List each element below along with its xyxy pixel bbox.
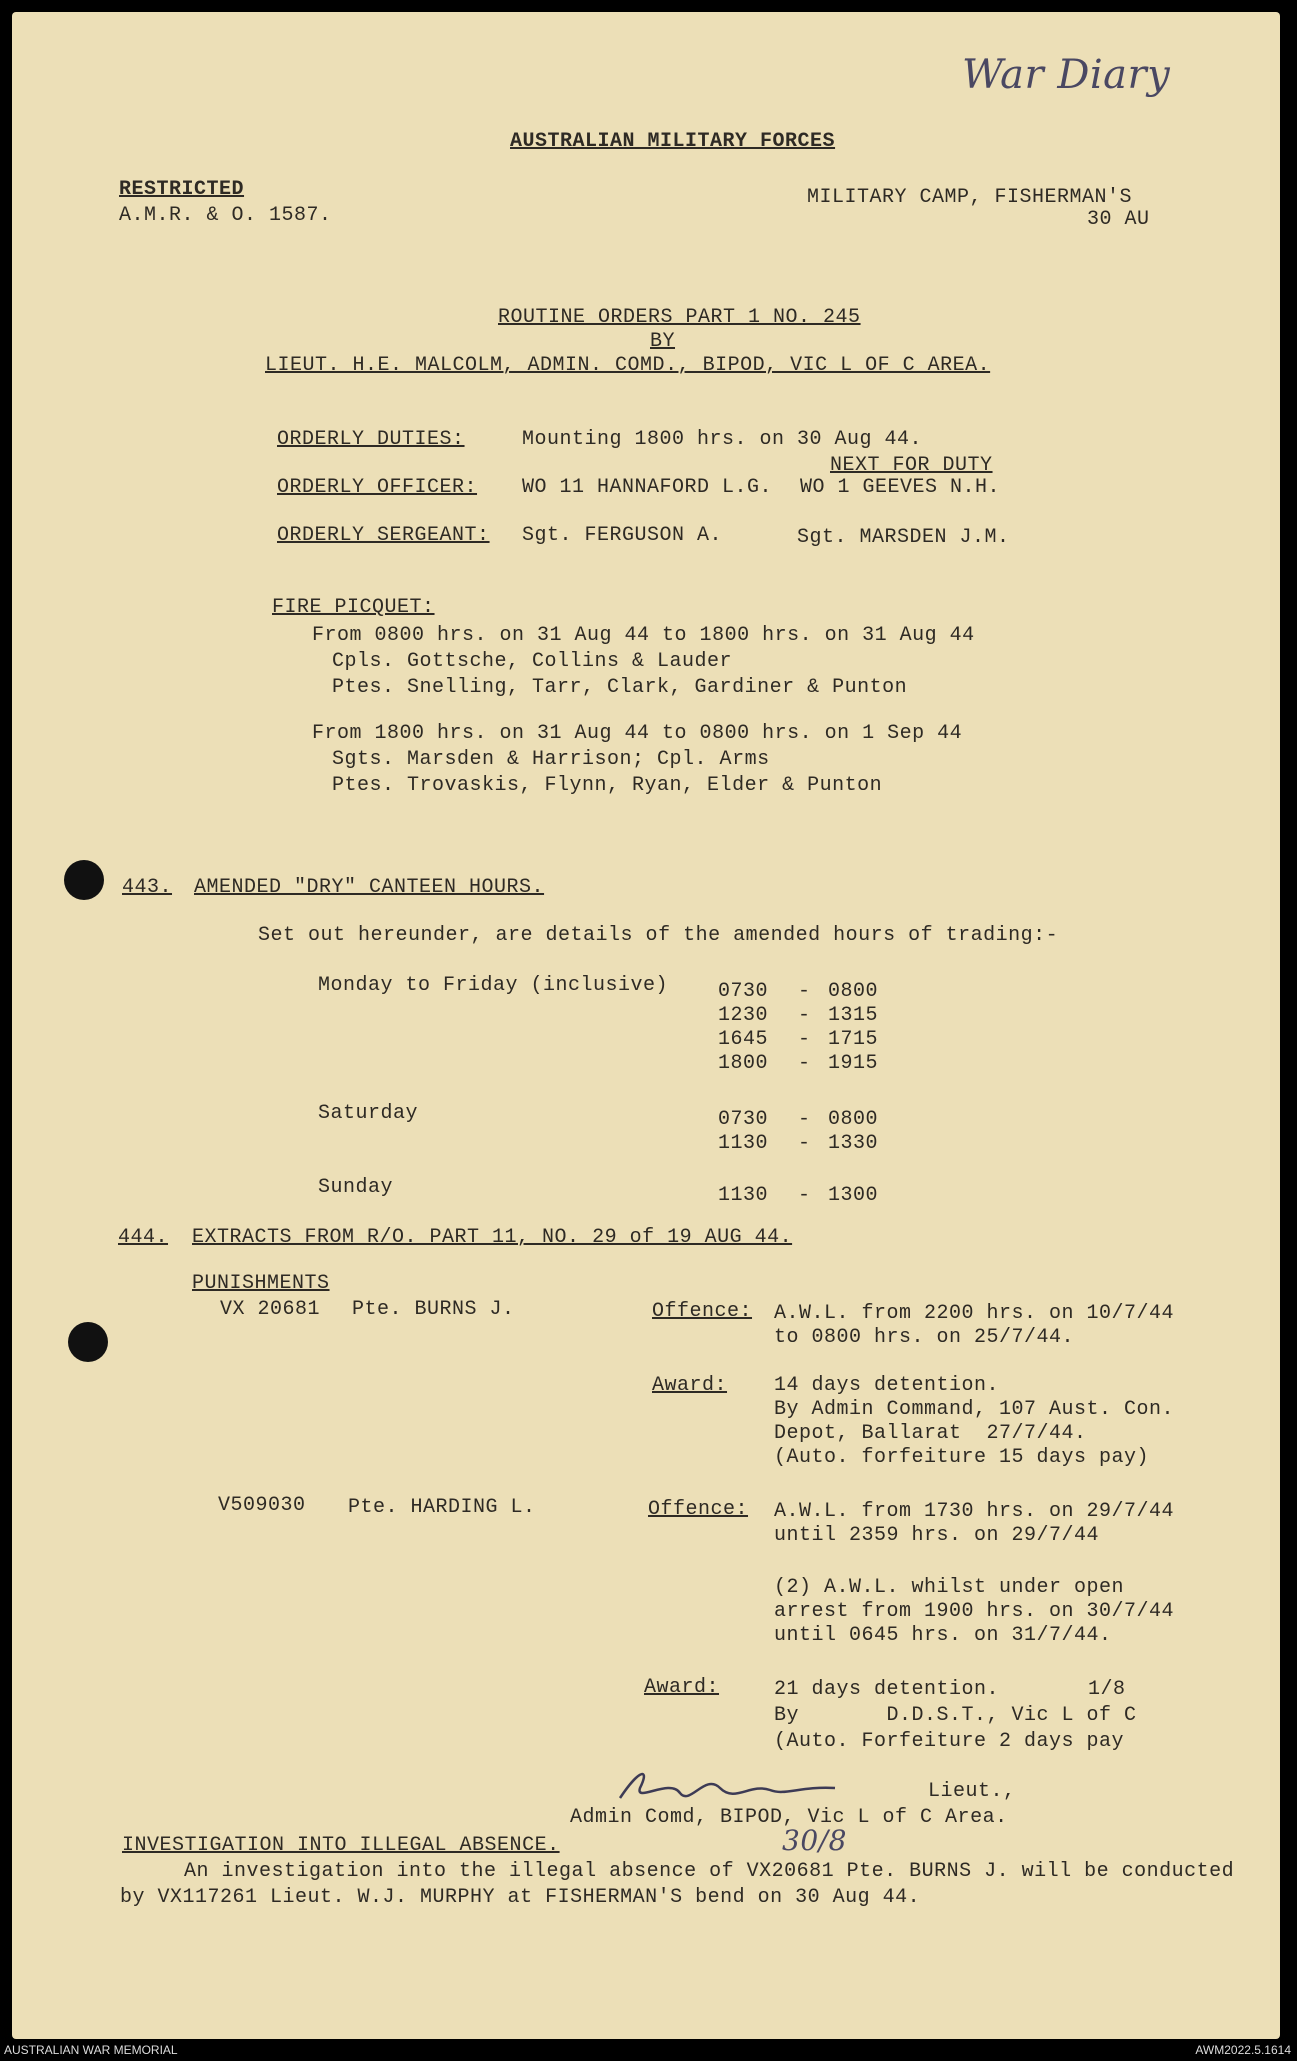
section-443-number: 443. [122,876,173,899]
case1-name: Pte. BURNS J. [352,1298,515,1321]
hours-open: 0730 [718,1108,769,1131]
hours-open: 1645 [718,1028,769,1051]
hours-dash: - [798,1132,811,1155]
signature-line: Admin Comd, BIPOD, Vic L of C Area. [570,1806,1008,1829]
hours-day-sunday: Sunday [318,1176,394,1199]
case2-award-label: Award: [644,1676,720,1699]
hours-open: 1130 [718,1132,769,1155]
case2-offence-line1: A.W.L. from 1730 hrs. on 29/7/44 [774,1500,1175,1523]
hours-open: 0730 [718,980,769,1003]
camp-location: MILITARY CAMP, FISHERMAN'S [807,186,1133,209]
investigation-title: INVESTIGATION INTO ILLEGAL ABSENCE. [122,1834,560,1857]
case2-award-line1: 21 days detention. [774,1678,1000,1701]
case2-offence-line2: until 2359 hrs. on 29/7/44 [774,1524,1100,1547]
section-443-title: AMENDED "DRY" CANTEEN HOURS. [194,876,545,899]
case2-offence-line3: (2) A.W.L. whilst under open [774,1576,1125,1599]
section-444-title: EXTRACTS FROM R/O. PART 11, NO. 29 of 19 AUG 44. [192,1226,793,1249]
case1-award-label: Award: [652,1374,728,1397]
orderly-sergeant-next: Sgt. MARSDEN J.M. [797,526,1010,549]
orders-by: BY [650,330,676,353]
hours-close: 1715 [828,1028,879,1051]
punch-hole-top [64,860,104,900]
case1-award-line3: Depot, Ballarat 27/7/44. [774,1422,1087,1445]
hours-dash: - [798,1004,811,1027]
case2-offence-label: Offence: [648,1498,749,1521]
hours-dash: - [798,1028,811,1051]
fire-picquet-ptes-2: Ptes. Trovaskis, Flynn, Ryan, Elder & Punton [332,774,883,797]
orderly-officer-value: WO 11 HANNAFORD L.G. [522,476,773,499]
hours-day-weekdays: Monday to Friday (inclusive) [318,974,669,997]
hours-close: 0800 [828,980,879,1003]
orders-issuer: LIEUT. H.E. MALCOLM, ADMIN. COMD., BIPOD, VIC L OF C AREA. [265,354,991,377]
hours-open: 1130 [718,1184,769,1207]
header-date: 30 AU [1087,208,1150,231]
case1-offence-line2: to 0800 hrs. on 25/7/44. [774,1326,1075,1349]
orderly-sergeant-value: Sgt. FERGUSON A. [522,524,723,547]
fire-picquet-period-1: From 0800 hrs. on 31 Aug 44 to 1800 hrs. on 31 Aug 44 [312,624,975,647]
signature-rank: Lieut., [928,1780,1016,1803]
orderly-officer-label: ORDERLY OFFICER: [277,476,478,499]
hours-open: 1800 [718,1052,769,1075]
punishments-label: PUNISHMENTS [192,1272,330,1295]
hours-dash: - [798,980,811,1003]
fire-picquet-ptes-1: Ptes. Snelling, Tarr, Clark, Gardiner & Punton [332,676,908,699]
hours-close: 1315 [828,1004,879,1027]
handwritten-note: War Diary [962,52,1171,98]
hours-open: 1230 [718,1004,769,1027]
hours-close: 0800 [828,1108,879,1131]
case2-offence-line5: until 0645 hrs. on 31/7/44. [774,1624,1112,1647]
hours-dash: - [798,1184,811,1207]
case1-offence-line1: A.W.L. from 2200 hrs. on 10/7/44 [774,1302,1175,1325]
hours-dash: - [798,1052,811,1075]
case2-offence-line4: arrest from 1900 hrs. on 30/7/44 [774,1600,1175,1623]
next-for-duty-header: NEXT FOR DUTY [830,454,993,477]
orders-title: ROUTINE ORDERS PART 1 NO. 245 [498,306,861,329]
document-page [12,12,1280,2039]
hours-close: 1300 [828,1184,879,1207]
case1-award-line2: By Admin Command, 107 Aust. Con. [774,1398,1175,1421]
fire-picquet-cpls-1: Cpls. Gottsche, Collins & Lauder [332,650,733,673]
case2-award-line3: (Auto. Forfeiture 2 days pay [774,1730,1125,1753]
hours-close: 1915 [828,1052,879,1075]
fire-picquet-period-2: From 1800 hrs. on 31 Aug 44 to 0800 hrs. on 1 Sep 44 [312,722,963,745]
orderly-sergeant-label: ORDERLY SERGEANT: [277,524,490,547]
footer-archive-name: AUSTRALIAN WAR MEMORIAL [4,2043,178,2057]
footer-accession-number: AWM2022.5.1614 [1195,2043,1291,2057]
document-title: AUSTRALIAN MILITARY FORCES [510,130,836,153]
archive-footer [0,2039,1297,2061]
investigation-line1: An investigation into the illegal absence of VX20681 Pte. BURNS J. will be conducted [184,1860,1235,1883]
hours-dash: - [798,1108,811,1131]
investigation-line2: by VX117261 Lieut. W.J. MURPHY at FISHERMAN'S bend on 30 Aug 44. [120,1886,921,1909]
hours-day-saturday: Saturday [318,1102,419,1125]
case1-offence-label: Offence: [652,1300,753,1323]
section-444-number: 444. [118,1226,169,1249]
section-443-intro: Set out hereunder, are details of the amended hours of trading:- [258,924,1059,947]
case2-number: V509030 [218,1494,306,1517]
hours-close: 1330 [828,1132,879,1155]
orderly-officer-next: WO 1 GEEVES N.H. [800,476,1001,499]
amr-reference: A.M.R. & O. 1587. [119,204,332,227]
orderly-duties-value: Mounting 1800 hrs. on 30 Aug 44. [522,428,923,451]
case1-award-line4: (Auto. forfeiture 15 days pay) [774,1446,1150,1469]
case2-award-line2: By D.D.S.T., Vic L of C [774,1704,1137,1727]
fire-picquet-sgts-2: Sgts. Marsden & Harrison; Cpl. Arms [332,748,770,771]
case1-number: VX 20681 [220,1298,321,1321]
punch-hole-bottom [68,1322,108,1362]
fire-picquet-label: FIRE PICQUET: [272,596,435,619]
signature-date-note: 30/8 [782,1824,847,1857]
restricted-label: RESTRICTED [119,178,245,201]
orderly-duties-label: ORDERLY DUTIES: [277,428,465,451]
case2-name: Pte. HARDING L. [348,1496,536,1519]
case1-award-line1: 14 days detention. [774,1374,1000,1397]
case2-award-page: 1/8 [1088,1678,1126,1701]
